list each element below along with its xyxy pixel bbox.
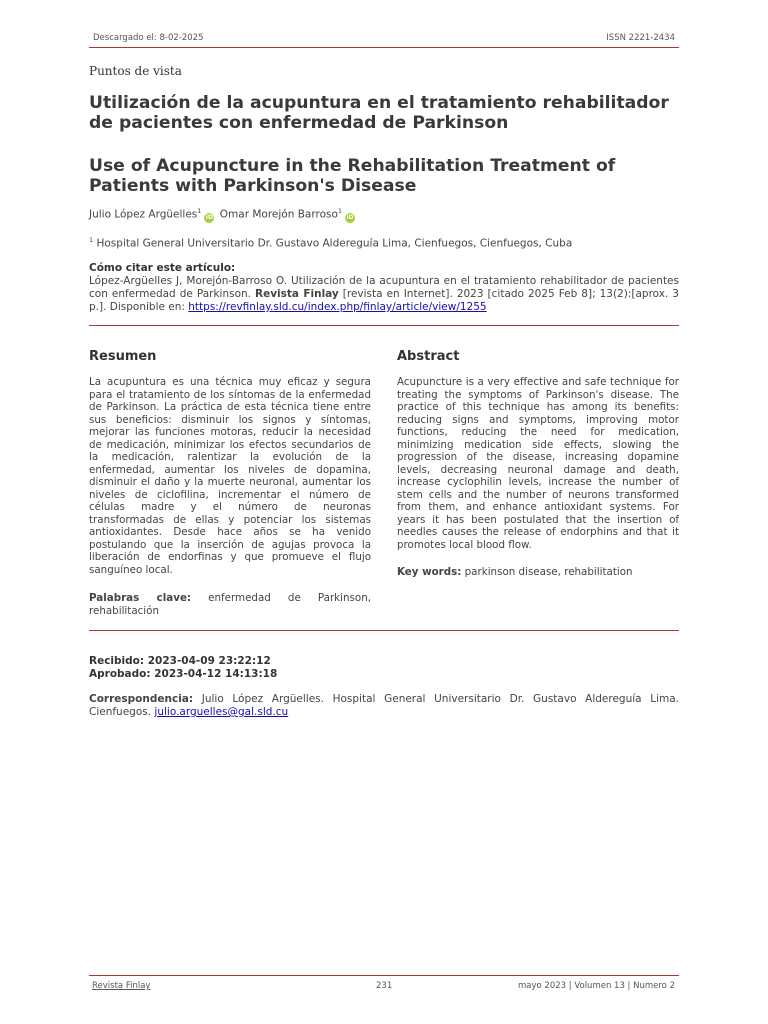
orcid-icon[interactable]: iD	[346, 213, 354, 221]
issn: ISSN 2221-2434	[606, 33, 675, 43]
resumen-keywords	[89, 592, 371, 617]
abstract-heading: Abstract	[397, 349, 460, 364]
email-link[interactable]: julio.arguelles@gal.sld.cu	[154, 706, 289, 718]
footer-journal-link[interactable]: Revista Finlay	[92, 981, 151, 991]
keywords-text: parkinson disease, rehabilitation	[461, 566, 633, 578]
received-date: Recibido: 2023-04-09 23:22:12	[89, 655, 271, 667]
keywords-text: enfermedad de Parkinson, rehabilitación	[89, 592, 371, 617]
correspondence-label: Correspondencia:	[89, 693, 194, 705]
author-name: Julio López Argüelles	[89, 208, 198, 221]
title-spanish: Utilización de la acupuntura en el tratamiento rehabilitador de pacientes con enfermedad de Parkinson	[89, 93, 669, 133]
citation-part: López-Argüelles J, Morejón-Barroso O. Utilización de la acupuntura en el tratamiento rehabilitador de pacientes con enfermedad de Parkinson.	[89, 275, 679, 300]
author-list	[89, 207, 357, 223]
affiliation-mark: 1	[89, 236, 94, 244]
correspondence-text: Julio López Argüelles. Hospital General Universitario Dr. Gustavo Aldereguía Lima. Cienfuegos.	[89, 693, 679, 718]
approved-date: Aprobado: 2023-04-12 14:13:18	[89, 668, 278, 680]
header-rule	[89, 47, 679, 48]
citation-part: [revista en Internet]. 2023 [citado 2025 Feb 8]; 13(2):[aprox. 3 p.]. Disponible en:	[89, 288, 679, 313]
keywords-label: Palabras clave:	[89, 592, 192, 604]
resumen-heading: Resumen	[89, 349, 157, 364]
orcid-icon[interactable]: iD	[205, 213, 213, 221]
author-name: Omar Morejón Barroso	[219, 208, 338, 221]
citation-journal: Revista Finlay	[255, 288, 339, 300]
affiliation-text: Hospital General Universitario Dr. Gustavo Aldereguía Lima, Cienfuegos, Cienfuegos, Cuba	[96, 237, 573, 250]
keywords-label: Key words:	[397, 566, 462, 578]
author-affiliation-mark: 1	[337, 207, 343, 215]
page-number: 231	[376, 981, 393, 991]
abstract-keywords	[397, 566, 679, 579]
issue-info: mayo 2023 | Volumen 13 | Numero 2	[518, 981, 675, 991]
citation-heading: Cómo citar este artículo:	[89, 262, 236, 274]
author-affiliation-mark: 1	[197, 207, 202, 215]
citation-url-link[interactable]: https://revfinlay.sld.cu/index.php/finlay/article/view/1255	[188, 301, 487, 313]
title-english: Use of Acupuncture in the Rehabilitation Treatment of Patients with Parkinson's Disease	[89, 156, 616, 196]
footer-rule	[89, 975, 679, 976]
section-label: Puntos de vista	[89, 64, 182, 78]
section-rule	[89, 630, 679, 631]
affiliation	[89, 236, 572, 250]
resumen-text: La acupuntura es una técnica muy eficaz y segura para el tratamiento de los síntomas de la enfermedad de Parkinson. La práctica de esta técnica tiene entre sus beneficios: disminuir los signos y síntomas, mejorar las funciones motoras, reducir la necesidad de medicación, minimizar los efectos secundarios de la medicación, ralentizar la evolución de la enfermedad, aumentar los niveles de dopamina, disminuir el daño y la muerte neuronal, aumentar los niveles de ciclofilina, incrementar el número de células madre y el número de neuronas transformadas de ellas y potenciar los sistemas antioxidantes. Desde hace años se ha venido postulando que la inserción de agujas provoca la liberación de endorfinas y que promueve el flujo sanguíneo local.	[89, 376, 371, 576]
dates	[89, 655, 277, 681]
download-date: Descargado el: 8-02-2025	[93, 33, 204, 43]
abstract-text: Acupuncture is a very effective and safe technique for treating the symptoms of Parkinson's disease. The practice of this technique has among its benefits: reducing signs and symptoms, improving motor functions, reducing the need for medication, minimizing medication side effects, slowing the progression of the disease, increasing dopamine levels, decreasing neuronal damage and death, increase cyclophilin levels, increase the number of stem cells and the number of neurons transformed from them, and enhance antioxidant systems. For years it has been postulated that the insertion of needles causes the release of endorphins and that it promotes local blood flow.	[397, 376, 679, 551]
section-rule	[89, 325, 679, 326]
citation-text	[89, 275, 679, 314]
correspondence	[89, 693, 679, 719]
